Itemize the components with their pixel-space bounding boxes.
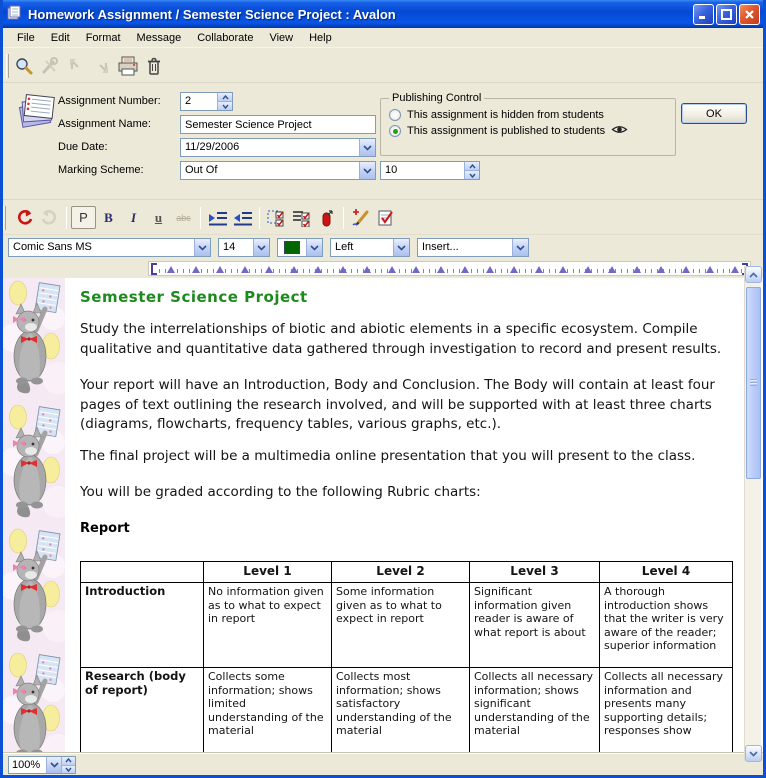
- chevron-down-icon: [359, 162, 375, 179]
- marking-scheme-select[interactable]: Out Of: [180, 161, 376, 180]
- outdent-icon[interactable]: [230, 206, 255, 229]
- due-date-select[interactable]: 11/29/2006: [180, 138, 376, 157]
- list-checkbox-icon[interactable]: [289, 206, 314, 229]
- underline-button[interactable]: u: [154, 209, 163, 225]
- table-row: Research (body of report) Collects some information; shows limited understanding of the material Collects most information; shows satisfactory understanding of the material Collects all necessary information; shows significant understanding of the material Collects all necessary information and presents many supporting details; responses show: [81, 668, 733, 753]
- delete-icon[interactable]: [141, 54, 167, 78]
- report-heading: Report: [80, 521, 130, 536]
- zoom-value: 100%: [12, 759, 41, 771]
- title-bar: [0, 0, 766, 28]
- chevron-down-icon: [512, 239, 528, 256]
- publishing-control-title: Publishing Control: [392, 92, 482, 104]
- nav-forward-icon[interactable]: [89, 54, 115, 78]
- radio-hidden[interactable]: [389, 109, 401, 121]
- menu-message[interactable]: Message: [136, 31, 182, 44]
- main-toolbar: [3, 50, 763, 83]
- paragraph: Study the interrelationships of biotic and abiotic elements in a specific ecosystem. Compile qualitative and quantitative data gathered through investigation to record and present results.: [80, 321, 722, 357]
- published-option[interactable]: [389, 124, 667, 138]
- rubric-table: [80, 561, 733, 752]
- chevron-down-icon: [46, 757, 61, 773]
- font-size-select[interactable]: 14: [218, 238, 270, 257]
- zoom-up-icon: [62, 757, 75, 766]
- app-icon: [6, 4, 22, 25]
- ok-button[interactable]: OK: [681, 103, 747, 124]
- search-icon[interactable]: [11, 54, 37, 78]
- window-title: Homework Assignment / Semester Science Project : Avalon: [28, 6, 396, 22]
- annotate-pen-icon[interactable]: [348, 206, 373, 229]
- redo-icon[interactable]: [37, 206, 62, 229]
- radio-published[interactable]: [389, 125, 401, 137]
- due-date-label: Due Date:: [58, 141, 108, 153]
- assignment-number-stepper[interactable]: 2: [180, 92, 233, 111]
- document-editor[interactable]: [3, 278, 763, 752]
- zoom-down-icon: [62, 766, 75, 774]
- font-color-select[interactable]: [277, 238, 323, 257]
- step-up-icon: [465, 162, 479, 171]
- strikethrough-button[interactable]: abc: [176, 212, 191, 223]
- menu-format[interactable]: Format: [85, 31, 121, 44]
- hidden-option[interactable]: [389, 109, 667, 121]
- maximize-button[interactable]: [716, 4, 737, 25]
- menu-bar: [3, 28, 763, 48]
- assignment-stack-icon: [15, 91, 59, 134]
- ruler-bar[interactable]: [148, 261, 751, 276]
- zoom-control[interactable]: [8, 756, 76, 774]
- assignment-name-input[interactable]: [180, 115, 376, 134]
- close-button[interactable]: [739, 4, 760, 25]
- editor-toolbar: [3, 201, 763, 235]
- indent-icon[interactable]: [205, 206, 230, 229]
- scroll-up-icon[interactable]: [745, 266, 762, 283]
- check-page-icon[interactable]: [373, 206, 398, 229]
- undo-icon[interactable]: [12, 206, 37, 229]
- document-page: [3, 278, 745, 752]
- chevron-down-icon: [306, 239, 322, 256]
- published-option-label: This assignment is published to students: [407, 125, 606, 137]
- edit-tools-icon[interactable]: [37, 54, 63, 78]
- editor-toolbar-grip[interactable]: [3, 206, 6, 230]
- format-bar: [3, 235, 763, 260]
- font-family-select[interactable]: Comic Sans MS: [8, 238, 211, 257]
- select-checkbox-icon[interactable]: [264, 206, 289, 229]
- assignment-form: [3, 83, 763, 200]
- menu-file[interactable]: File: [17, 31, 35, 44]
- paragraph: You will be graded according to the following Rubric charts:: [80, 484, 481, 500]
- table-header-row: Level 1 Level 2 Level 3 Level 4: [81, 562, 733, 583]
- status-bar: [3, 752, 763, 775]
- color-swatch: [284, 241, 300, 254]
- scroll-down-icon[interactable]: [745, 745, 762, 762]
- ruler: [3, 260, 763, 278]
- paragraph: Your report will have an Introduction, Body and Conclusion. The Body will contain at least four pages of text outlining the research involved, and will be supported with at least three charts (diagrams, flowcharts, frequency tables, various graphs, etc.).: [80, 377, 715, 432]
- chevron-down-icon: [393, 239, 409, 256]
- nav-back-icon[interactable]: [63, 54, 89, 78]
- toolbar-grip[interactable]: [6, 54, 9, 78]
- chevron-down-icon: [253, 239, 269, 256]
- italic-button[interactable]: I: [130, 209, 137, 225]
- hidden-option-label: This assignment is hidden from students: [407, 109, 604, 121]
- insert-select[interactable]: Insert...: [417, 238, 529, 257]
- step-down-icon: [218, 102, 232, 110]
- minimize-button[interactable]: [693, 4, 714, 25]
- print-icon[interactable]: [115, 54, 141, 78]
- marking-points-stepper[interactable]: 10: [380, 161, 480, 180]
- assignment-name-label: Assignment Name:: [58, 118, 151, 130]
- document-heading: Semester Science Project: [80, 288, 308, 306]
- paragraph: The final project will be a multimedia online presentation that you will present to the class.: [80, 448, 696, 464]
- bold-button[interactable]: B: [104, 209, 113, 225]
- record-marker-icon[interactable]: [314, 206, 339, 229]
- menu-edit[interactable]: Edit: [50, 31, 70, 44]
- menu-help[interactable]: Help: [309, 31, 332, 44]
- alignment-select[interactable]: Left: [330, 238, 410, 257]
- table-row: Introduction No information given as to what to expect in report Some information given as to what to expect in report Significant information given reader is aware of what report is about A thorough introduction shows that the writer is very aware of the reader; superior information: [81, 583, 733, 668]
- step-up-icon: [218, 93, 232, 102]
- step-down-icon: [465, 171, 479, 179]
- menu-collaborate[interactable]: Collaborate: [197, 31, 254, 44]
- scrollbar-thumb[interactable]: [746, 287, 761, 479]
- menu-view[interactable]: View: [269, 31, 294, 44]
- paragraph-style-button[interactable]: P: [71, 206, 96, 229]
- marking-scheme-label: Marking Scheme:: [58, 164, 144, 176]
- eye-icon: [611, 124, 628, 138]
- publishing-control-group: [380, 92, 676, 156]
- assignment-number-label: Assignment Number:: [58, 95, 161, 107]
- vertical-scrollbar[interactable]: [744, 266, 761, 762]
- chevron-down-icon: [194, 239, 210, 256]
- chevron-down-icon: [359, 139, 375, 156]
